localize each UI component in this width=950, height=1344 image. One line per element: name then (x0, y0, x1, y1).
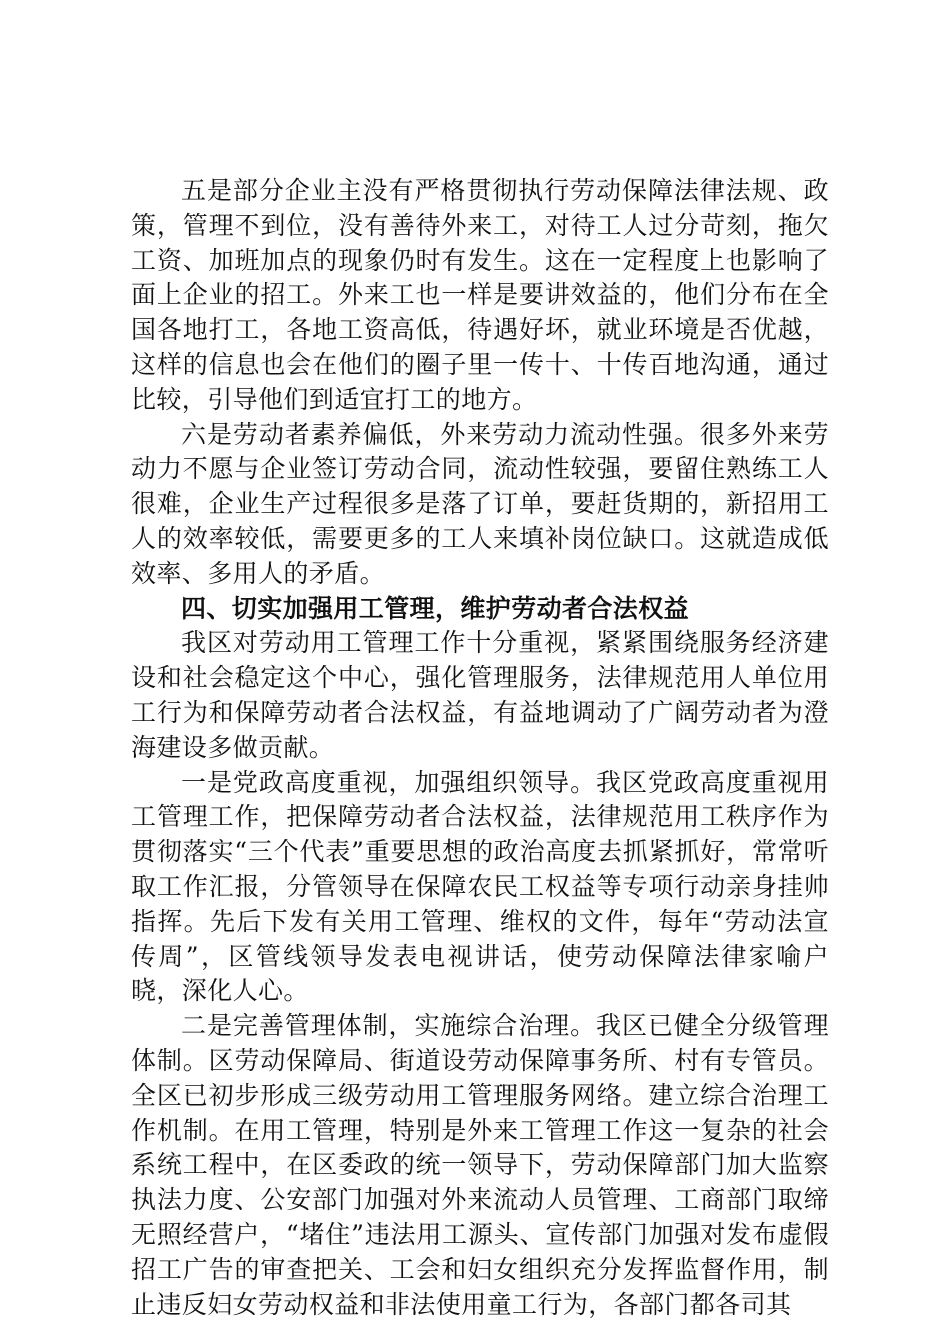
section-intro-paragraph: 我区对劳动用工管理工作十分重视，紧紧围绕服务经济建设和社会稳定这个中心，强化管理服务，法律规范用人单位用工行为和保障劳动者合法权益，有益地调动了广阔劳动者为澄海建设多做贡献。 (131, 628, 829, 762)
paragraph-two: 二是完善管理体制，实施综合治理。我区已健全分级管理体制。区劳动保障局、街道设劳动保障事务所、村有专管员。全区已初步形成三级劳动用工管理服务网络。建立综合治理工作机制。在用工管理，特别是外来工管理工作这一复杂的社会系统工程中，在区委政的统一领导下，劳动保障部门加大监察执法力度、公安部门加强对外来流动人员管理、工商部门取缔无照经营户，“堵住”违法用工源头、宣传部门加强对发布虚假招工广告的审查把关、工会和妇女组织充分发挥监督作用，制止违反妇女劳动权益和非法使用童工行为，各部门都各司其 (131, 1011, 829, 1319)
paragraph-one: 一是党政高度重视，加强组织领导。我区党政高度重视用工管理工作，把保障劳动者合法权益，法律规范用工秩序作为贯彻落实“三个代表”重要思想的政治高度去抓紧抓好，常常听取工作汇报，分管领导在保障农民工权益等专项行动亲身挂帅指挥。先后下发有关用工管理、维权的文件，每年“劳动法宣传周”，区管线领导发表电视讲话，使劳动保障法律家喻户晓，深化人心。 (131, 767, 829, 1006)
document-body (131, 174, 829, 1322)
paragraph-six: 六是劳动者素养偏低，外来劳动力流动性强。很多外来劳动力不愿与企业签订劳动合同，流动性较强，要留住熟练工人很难，企业生产过程很多是落了订单，要赶货期的，新招用工人的效率较低，需要更多的工人来填补岗位缺口。这就造成低效率、多用人的矛盾。 (131, 419, 829, 588)
paragraph-five: 五是部分企业主没有严格贯彻执行劳动保障法律法规、政策，管理不到位，没有善待外来工，对待工人过分苛刻，拖欠工资、加班加点的现象仍时有发生。这在一定程度上也影响了面上企业的招工。外来工也一样是要讲效益的，他们分布在全国各地打工，各地工资高低，待遇好坏，就业环境是否优越，这样的信息也会在他们的圈子里一传十、十传百地沟通，通过比较，引导他们到适宜打工的地方。 (131, 176, 829, 414)
section-heading: 四、切实加强用工管理，维护劳动者合法权益 (181, 593, 690, 623)
